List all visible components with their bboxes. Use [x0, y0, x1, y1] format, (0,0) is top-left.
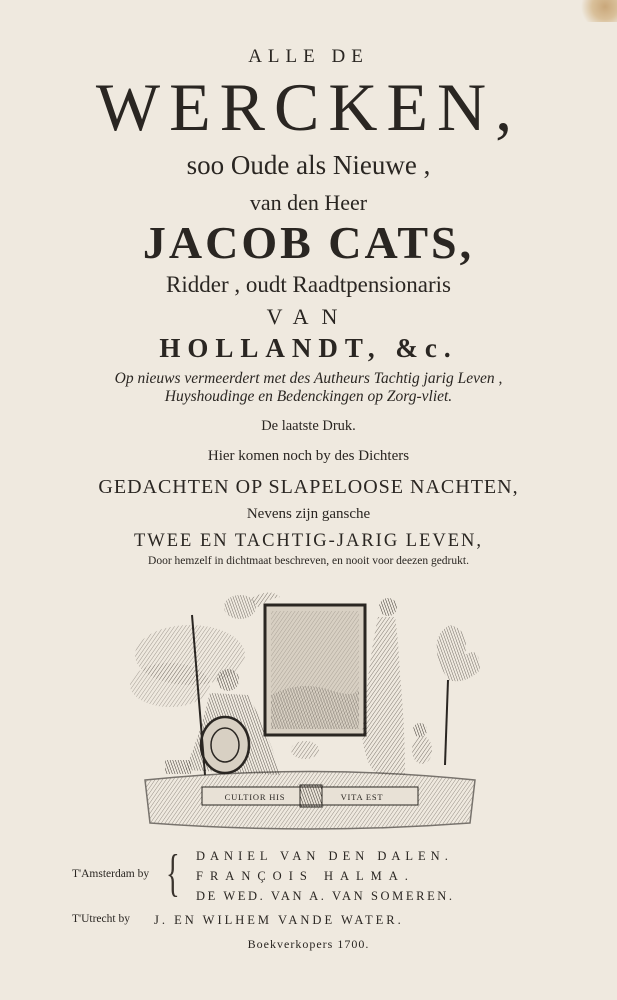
nevens-line: Nevens zijn gansche	[246, 506, 371, 522]
door-line: Door hemzelf in dichtmaat beschreven, en nooit voor deezen gedrukt.	[148, 555, 469, 567]
added-note: Hier komen noch by des Dichters	[207, 448, 410, 464]
title-wercken: WERCKEN,	[95, 69, 522, 145]
author-name: JACOB CATS,	[142, 217, 475, 268]
motto-left: CULTIOR HIS	[224, 792, 286, 802]
twee-title: TWEE EN TACHTIG-JARIG LEVEN,	[133, 531, 484, 551]
italic-line-1: Op nieuws vermeerdert met des Autheurs Tachtig jarig Leven ,	[114, 370, 503, 387]
imprint-city-amsterdam: T'Amsterdam by	[72, 868, 150, 880]
gedachten-title: GEDACHTEN OP SLAPELOOSE NACHTEN,	[98, 476, 519, 498]
edition-note: De laatste Druk.	[261, 418, 356, 434]
publisher-4: J. EN WILHEM VANDE WATER.	[154, 913, 404, 927]
imprint	[0, 845, 617, 955]
title-van: VAN	[266, 304, 351, 329]
brace-icon: {	[166, 845, 180, 902]
title-subtitle: soo Oude als Nieuwe ,	[186, 150, 431, 180]
imprint-city-utrecht: T'Utrecht by	[72, 913, 130, 925]
publisher-1: DANIEL VAN DEN DALEN.	[196, 849, 453, 863]
motto-right: VITA EST	[340, 792, 384, 802]
publisher-3: DE WED. VAN A. VAN SOMEREN.	[196, 889, 455, 903]
paper-stain	[577, 0, 617, 22]
allegorical-engraving	[130, 585, 490, 830]
title-hollandt: HOLLANDT, &c.	[159, 333, 458, 363]
title-van-den-heer: van den Heer	[249, 190, 368, 215]
title-line-alle-de: ALLE DE	[248, 46, 369, 67]
publisher-2: FRANÇOIS HALMA.	[196, 869, 415, 883]
imprint-sellers-year: Boekverkopers 1700.	[247, 937, 370, 951]
italic-line-2: Huyshoudinge en Bedenckingen op Zorg-vliet.	[164, 388, 453, 405]
author-role: Ridder , oudt Raadtpensionaris	[166, 272, 451, 297]
